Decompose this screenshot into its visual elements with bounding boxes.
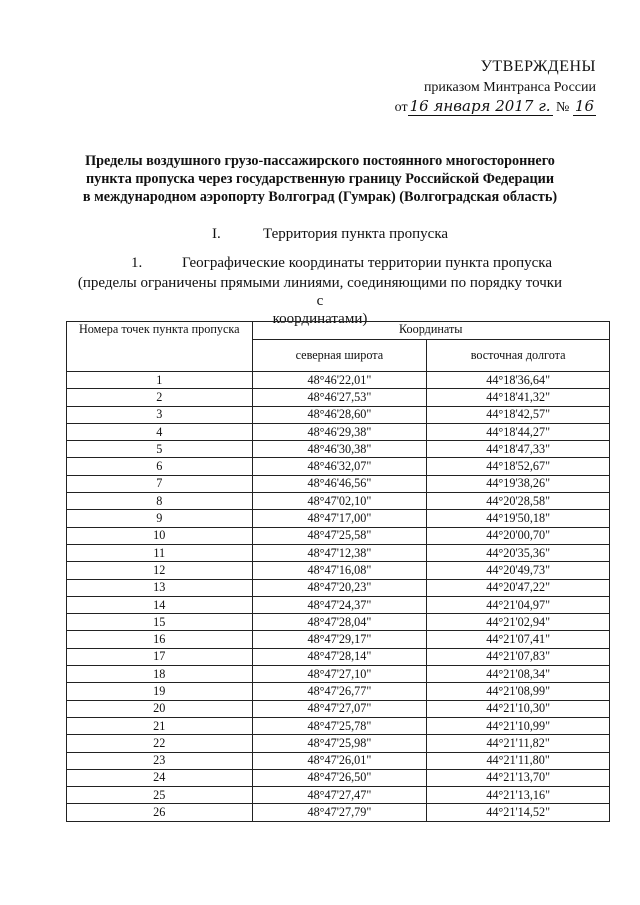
table-row bbox=[67, 700, 610, 717]
longitude-cell: 44°21'07,41" bbox=[427, 631, 610, 648]
point-number-cell: 13 bbox=[67, 579, 253, 596]
latitude-cell: 48°47'27,79" bbox=[252, 804, 427, 821]
point-number-cell: 17 bbox=[67, 648, 253, 665]
approval-order-line: приказом Минтранса России bbox=[423, 80, 596, 95]
table-row bbox=[67, 441, 610, 458]
latitude-cell: 48°47'17,00" bbox=[252, 510, 427, 527]
point-number-cell: 21 bbox=[67, 717, 253, 734]
latitude-cell: 48°46'46,56" bbox=[252, 475, 427, 492]
table-row bbox=[67, 423, 610, 440]
latitude-cell: 48°47'12,38" bbox=[252, 544, 427, 561]
point-number-cell: 14 bbox=[67, 596, 253, 613]
point-number-cell: 3 bbox=[67, 406, 253, 423]
point-number-cell: 25 bbox=[67, 787, 253, 804]
longitude-cell: 44°21'08,99" bbox=[427, 683, 610, 700]
longitude-cell: 44°21'07,83" bbox=[427, 648, 610, 665]
latitude-cell: 48°47'26,77" bbox=[252, 683, 427, 700]
longitude-cell: 44°21'14,52" bbox=[427, 804, 610, 821]
table-row bbox=[67, 717, 610, 734]
coordinates-body bbox=[67, 372, 610, 822]
latitude-cell: 48°47'02,10" bbox=[252, 493, 427, 510]
longitude-cell: 44°21'13,16" bbox=[427, 787, 610, 804]
latitude-cell: 48°47'26,01" bbox=[252, 752, 427, 769]
section-text: Территория пункта пропуска bbox=[263, 226, 449, 242]
point-number-cell: 6 bbox=[67, 458, 253, 475]
table-row bbox=[67, 666, 610, 683]
longitude-cell: 44°20'28,58" bbox=[427, 493, 610, 510]
section-number: I. bbox=[212, 226, 221, 242]
point-number-cell: 4 bbox=[67, 423, 253, 440]
subsection-number: 1. bbox=[131, 255, 143, 271]
header-longitude: восточная долгота bbox=[427, 340, 610, 372]
point-number-cell: 19 bbox=[67, 683, 253, 700]
point-number-cell: 20 bbox=[67, 700, 253, 717]
table-row bbox=[67, 787, 610, 804]
longitude-cell: 44°18'41,32" bbox=[427, 389, 610, 406]
note-line-2: координатами) bbox=[272, 311, 368, 327]
longitude-cell: 44°20'35,36" bbox=[427, 544, 610, 561]
point-number-cell: 7 bbox=[67, 475, 253, 492]
table-row bbox=[67, 683, 610, 700]
point-number-cell: 1 bbox=[67, 372, 253, 389]
table-row bbox=[67, 735, 610, 752]
longitude-cell: 44°20'47,22" bbox=[427, 579, 610, 596]
title-line-2: пункта пропуска через государственную границу Российской Федерации bbox=[85, 171, 555, 187]
point-number-cell: 26 bbox=[67, 804, 253, 821]
latitude-cell: 48°47'26,50" bbox=[252, 769, 427, 786]
longitude-cell: 44°20'49,73" bbox=[427, 562, 610, 579]
table-row bbox=[67, 579, 610, 596]
latitude-cell: 48°47'25,78" bbox=[252, 717, 427, 734]
point-number-cell: 22 bbox=[67, 735, 253, 752]
longitude-cell: 44°18'42,57" bbox=[427, 406, 610, 423]
latitude-cell: 48°46'29,38" bbox=[252, 423, 427, 440]
latitude-cell: 48°47'27,10" bbox=[252, 666, 427, 683]
latitude-cell: 48°47'25,98" bbox=[252, 735, 427, 752]
longitude-cell: 44°21'10,99" bbox=[427, 717, 610, 734]
point-number-cell: 15 bbox=[67, 614, 253, 631]
point-number-cell: 11 bbox=[67, 544, 253, 561]
table-row bbox=[67, 389, 610, 406]
longitude-cell: 44°21'13,70" bbox=[427, 769, 610, 786]
table-row bbox=[67, 596, 610, 613]
latitude-cell: 48°47'28,04" bbox=[252, 614, 427, 631]
longitude-cell: 44°21'04,97" bbox=[427, 596, 610, 613]
longitude-cell: 44°21'08,34" bbox=[427, 666, 610, 683]
point-number-cell: 16 bbox=[67, 631, 253, 648]
longitude-cell: 44°21'10,30" bbox=[427, 700, 610, 717]
table-row bbox=[67, 406, 610, 423]
latitude-cell: 48°47'27,47" bbox=[252, 787, 427, 804]
table-row bbox=[67, 527, 610, 544]
point-number-cell: 24 bbox=[67, 769, 253, 786]
longitude-cell: 44°18'44,27" bbox=[427, 423, 610, 440]
note-line-1: (пределы ограничены прямыми линиями, соединяющими по порядку точки с bbox=[77, 275, 563, 309]
table-row bbox=[67, 769, 610, 786]
point-number-cell: 5 bbox=[67, 441, 253, 458]
approval-date-line bbox=[395, 97, 596, 117]
latitude-cell: 48°46'28,60" bbox=[252, 406, 427, 423]
table-row bbox=[67, 475, 610, 492]
point-number-cell: 18 bbox=[67, 666, 253, 683]
point-number-cell: 8 bbox=[67, 493, 253, 510]
approval-block bbox=[395, 58, 596, 117]
table-row bbox=[67, 614, 610, 631]
longitude-cell: 44°18'36,64" bbox=[427, 372, 610, 389]
longitude-cell: 44°21'11,80" bbox=[427, 752, 610, 769]
approval-number-handwritten: 16 bbox=[574, 97, 594, 115]
longitude-cell: 44°19'50,18" bbox=[427, 510, 610, 527]
header-coords: Координаты bbox=[252, 322, 610, 340]
table-row bbox=[67, 562, 610, 579]
longitude-cell: 44°21'11,82" bbox=[427, 735, 610, 752]
header-latitude: северная широта bbox=[252, 340, 427, 372]
table-row bbox=[67, 372, 610, 389]
point-number-cell: 12 bbox=[67, 562, 253, 579]
table-row bbox=[67, 648, 610, 665]
table-row bbox=[67, 510, 610, 527]
note-text bbox=[75, 274, 565, 328]
latitude-cell: 48°47'24,37" bbox=[252, 596, 427, 613]
latitude-cell: 48°47'27,07" bbox=[252, 700, 427, 717]
table-row bbox=[67, 631, 610, 648]
point-number-cell: 9 bbox=[67, 510, 253, 527]
point-number-cell: 10 bbox=[67, 527, 253, 544]
table-row bbox=[67, 752, 610, 769]
approval-from-prefix: от bbox=[394, 100, 408, 115]
longitude-cell: 44°18'52,67" bbox=[427, 458, 610, 475]
latitude-cell: 48°46'32,07" bbox=[252, 458, 427, 475]
point-number-cell: 2 bbox=[67, 389, 253, 406]
table-row bbox=[67, 544, 610, 561]
document-title bbox=[60, 152, 580, 206]
latitude-cell: 48°47'28,14" bbox=[252, 648, 427, 665]
latitude-cell: 48°47'16,08" bbox=[252, 562, 427, 579]
longitude-cell: 44°20'00,70" bbox=[427, 527, 610, 544]
latitude-cell: 48°47'25,58" bbox=[252, 527, 427, 544]
table-row bbox=[67, 458, 610, 475]
table-row bbox=[67, 493, 610, 510]
latitude-cell: 48°46'27,53" bbox=[252, 389, 427, 406]
subsection-text: Географические координаты территории пункта пропуска bbox=[182, 255, 552, 271]
title-line-1: Пределы воздушного грузо-пассажирского постоянного многостороннего bbox=[85, 153, 555, 169]
approval-date-handwritten: 16 января 2017 г. bbox=[409, 97, 551, 115]
point-number-cell: 23 bbox=[67, 752, 253, 769]
longitude-cell: 44°19'38,26" bbox=[427, 475, 610, 492]
table-row bbox=[67, 804, 610, 821]
latitude-cell: 48°47'29,17" bbox=[252, 631, 427, 648]
approval-number-prefix: № bbox=[556, 100, 570, 115]
title-line-3: в международном аэропорту Волгоград (Гумрак) (Волгоградская область) bbox=[82, 189, 558, 205]
latitude-cell: 48°46'22,01" bbox=[252, 372, 427, 389]
longitude-cell: 44°18'47,33" bbox=[427, 441, 610, 458]
header-points: Номера точек пункта пропуска bbox=[67, 322, 253, 372]
longitude-cell: 44°21'02,94" bbox=[427, 614, 610, 631]
coordinates-table bbox=[66, 321, 610, 822]
latitude-cell: 48°46'30,38" bbox=[252, 441, 427, 458]
latitude-cell: 48°47'20,23" bbox=[252, 579, 427, 596]
approval-heading: УТВЕРЖДЕНЫ bbox=[480, 58, 596, 75]
